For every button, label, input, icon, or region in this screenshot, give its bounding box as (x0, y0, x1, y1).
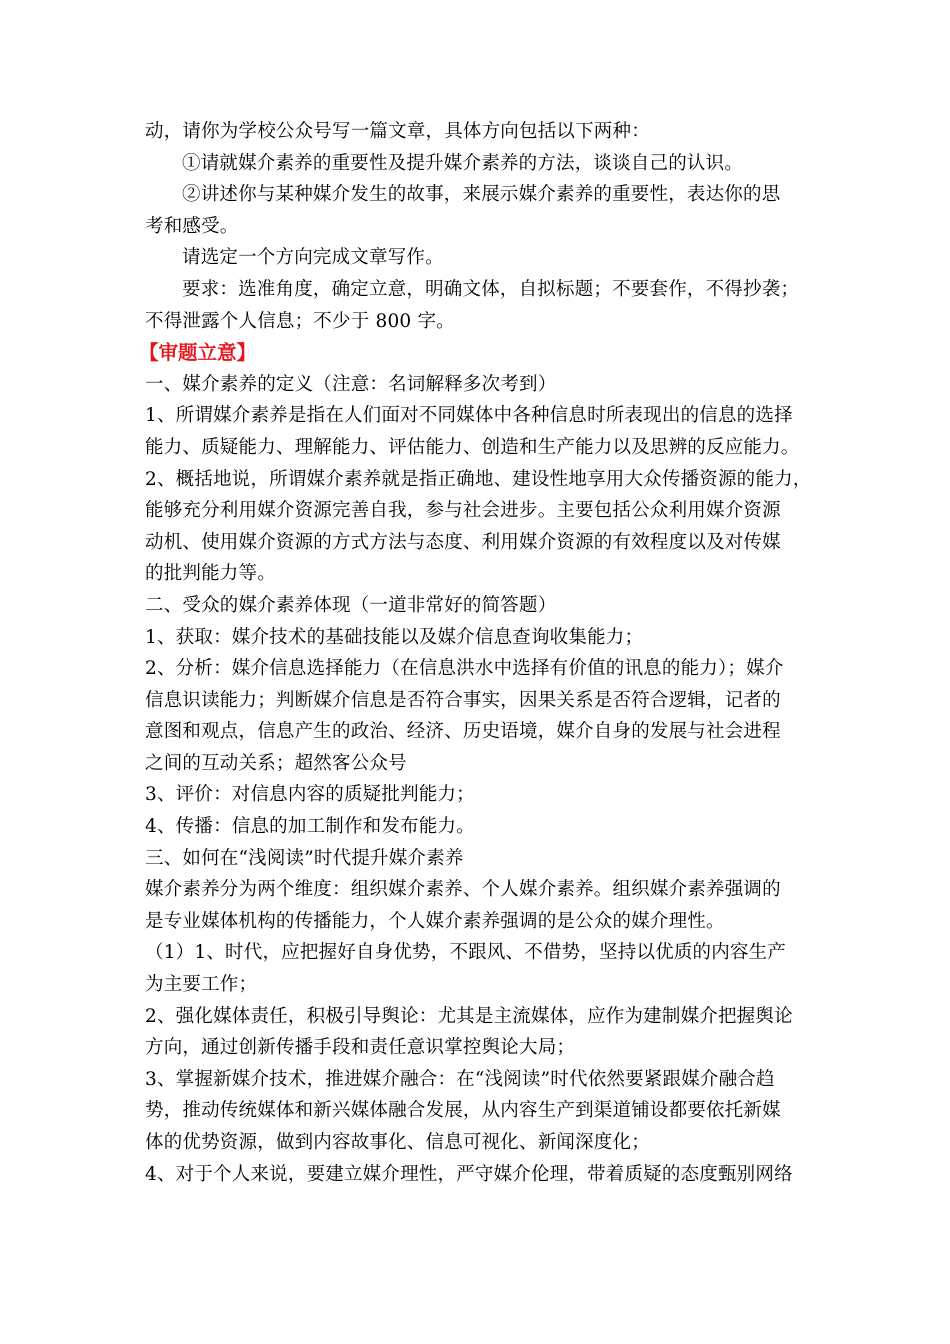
prompt-line: 考和感受。 (145, 215, 239, 237)
analysis-line: 方向，通过创新传播手段和责任意识掌控舆论大局； (145, 1037, 576, 1059)
section-heading: 【审题立意】 (139, 341, 257, 365)
analysis-line: 4、对于个人来说，要建立媒介理性，严守媒介伦理，带着质疑的态度甄别网络 (145, 1163, 793, 1185)
prompt-line: 动，请你为学校公众号写一篇文章，具体方向包括以下两种： (145, 121, 650, 142)
analysis-line: （1）1、时代，应把握好自身优势，不跟风、不借势，坚持以优质的内容生产 (145, 942, 787, 964)
document-page (139, 116, 815, 1190)
analysis-line: 能力、质疑能力、理解能力、评估能力、创造和生产能力以及思辨的反应能力。 (145, 436, 800, 458)
prompt-requirements-cont: 不得泄露个人信息；不少于 800 字。 (145, 310, 455, 332)
analysis-section-title-1: 一、媒介素养的定义（注意：名词解释多次考到） (145, 373, 557, 395)
analysis-line: 2、强化媒体责任，积极引导舆论：尤其是主流媒体，应作为建制媒介把握舆论 (145, 1005, 793, 1027)
analysis-section-title-2: 二、受众的媒介素养体现（一道非常好的简答题） (145, 594, 557, 616)
analysis-line: 信息识读能力；判断媒介信息是否符合事实，因果关系是否符合逻辑，记者的 (145, 689, 781, 711)
analysis-line: 媒介素养分为两个维度：组织媒介素养、个人媒介素养。组织媒介素养强调的 (145, 879, 781, 901)
analysis-line: 2、分析：媒介信息选择能力（在信息洪水中选择有价值的讯息的能力）；媒介 (145, 658, 784, 680)
prompt-requirements: 要求：选准角度，确定立意，明确文体，自拟标题；不要套作，不得抄袭； (182, 278, 800, 300)
analysis-line: 动机、使用媒介资源的方式方法与态度、利用媒介资源的有效程度以及对传媒 (145, 531, 781, 553)
analysis-line: 势，推动传统媒体和新兴媒体融合发展，从内容生产到渠道铺设都要依托新媒 (145, 1100, 781, 1122)
analysis-section-title-3: 三、如何在“浅阅读”时代提升媒介素养 (145, 847, 464, 869)
analysis-line: 的批判能力等。 (145, 563, 276, 585)
analysis-line: 4、传播：信息的加工制作和发布能力。 (145, 816, 475, 838)
analysis-line: 3、评价：对信息内容的质疑批判能力； (145, 784, 475, 806)
analysis-line: 2、概括地说，所谓媒介素养就是指正确地、建设性地享用大众传播资源的能力， (145, 468, 812, 490)
analysis-line: 为主要工作； (145, 974, 258, 996)
analysis-line: 能够充分利用媒介资源完善自我，参与社会进步。主要包括公众利用媒介资源 (145, 500, 781, 522)
analysis-line: 1、获取：媒介技术的基础技能以及媒介信息查询收集能力； (145, 626, 644, 648)
analysis-line: 是专业媒体机构的传播能力，个人媒介素养强调的是公众的媒介理性。 (145, 910, 725, 932)
analysis-line: 体的优势资源，做到内容故事化、信息可视化、新闻深度化； (145, 1132, 650, 1153)
analysis-line: 意图和观点，信息产生的政治、经济、历史语境，媒介自身的发展与社会进程 (145, 721, 781, 743)
analysis-line: 3、掌握新媒介技术，推进媒介融合：在“浅阅读”时代依然要紧跟媒介融合趋 (145, 1068, 775, 1090)
prompt-option-2: ②讲述你与某种媒介发生的故事，来展示媒介素养的重要性，表达你的思 (182, 184, 781, 206)
prompt-option-1: ①请就媒介素养的重要性及提升媒介素养的方法，谈谈自己的认识。 (182, 152, 744, 174)
analysis-line: 之间的互动关系；超然客公众号 (145, 752, 407, 774)
analysis-line: 1、所谓媒介素养是指在人们面对不同媒体中各种信息时所表现出的信息的选择 (145, 405, 793, 427)
prompt-instruction: 请选定一个方向完成文章写作。 (182, 247, 444, 269)
